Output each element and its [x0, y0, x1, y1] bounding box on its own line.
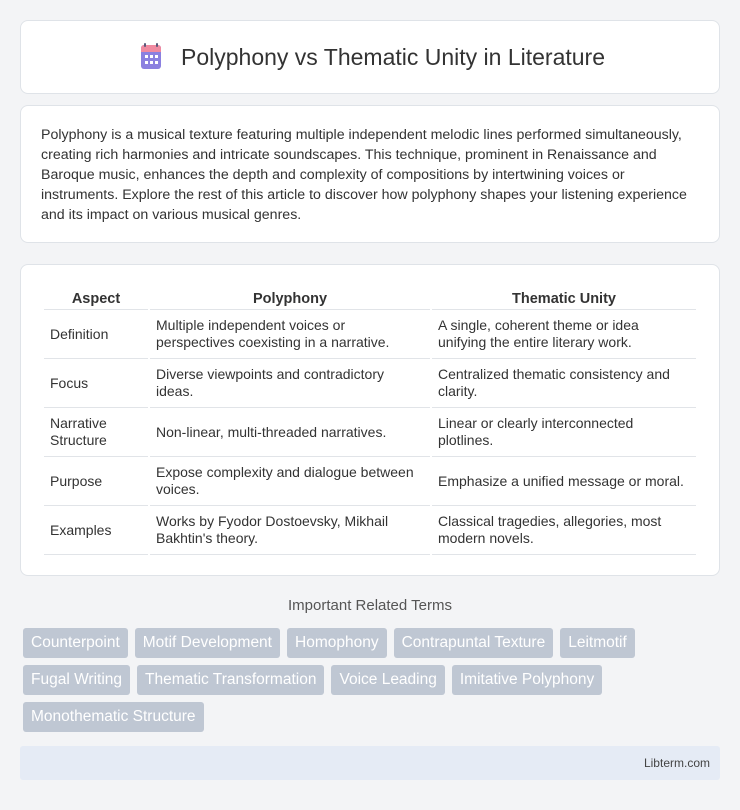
- polyphony-cell: Non-linear, multi-threaded narratives.: [150, 408, 430, 457]
- book-icon: [135, 41, 167, 73]
- related-term-tag[interactable]: Motif Development: [135, 628, 280, 658]
- table-row: [44, 408, 696, 457]
- table-header-row: [44, 285, 696, 310]
- related-term-tag[interactable]: Counterpoint: [23, 628, 128, 658]
- related-term-tag[interactable]: Leitmotif: [560, 628, 635, 658]
- table-row: [44, 457, 696, 506]
- aspect-cell: Narrative Structure: [44, 408, 148, 457]
- table-row: [44, 359, 696, 408]
- aspect-cell: Examples: [44, 506, 148, 555]
- aspect-cell: Definition: [44, 310, 148, 359]
- thematic-unity-cell: Centralized thematic consistency and clarity.: [432, 359, 696, 408]
- polyphony-cell: Expose complexity and dialogue between voices.: [150, 457, 430, 506]
- related-term-tag[interactable]: Homophony: [287, 628, 387, 658]
- header-aspect: Aspect: [44, 285, 148, 310]
- footer: [20, 746, 720, 780]
- footer-site-link[interactable]: Libterm.com: [643, 756, 710, 770]
- header-thematic-unity: Thematic Unity: [432, 285, 696, 310]
- title-card: [20, 20, 720, 94]
- related-term-tag[interactable]: Monothematic Structure: [23, 702, 204, 732]
- thematic-unity-cell: A single, coherent theme or idea unifying the entire literary work.: [432, 310, 696, 359]
- related-term-tag[interactable]: Imitative Polyphony: [452, 665, 602, 695]
- table-row: [44, 506, 696, 555]
- intro-paragraph: Polyphony is a musical texture featuring multiple independent melodic lines performed simultaneously, creating rich harmonies and intricate soundscapes. This technique, prominent in Renaissance and Baroque music, enhances the depth and complexity of compositions by intertwining voices or instruments. Explore the rest of this article to discover how polyphony shapes your listening experience and its impact on various musical genres.: [41, 127, 687, 223]
- related-term-tag[interactable]: Fugal Writing: [23, 665, 130, 695]
- header-polyphony: Polyphony: [150, 285, 430, 310]
- thematic-unity-cell: Classical tragedies, allegories, most modern novels.: [432, 506, 696, 555]
- table-row: [44, 310, 696, 359]
- aspect-cell: Focus: [44, 359, 148, 408]
- polyphony-cell: Works by Fyodor Dostoevsky, Mikhail Bakhtin's theory.: [150, 506, 430, 555]
- polyphony-cell: Multiple independent voices or perspectives coexisting in a narrative.: [150, 310, 430, 359]
- comparison-table: [42, 285, 698, 555]
- thematic-unity-cell: Emphasize a unified message or moral.: [432, 457, 696, 506]
- polyphony-cell: Diverse viewpoints and contradictory ideas.: [150, 359, 430, 408]
- related-terms-list: [23, 628, 723, 732]
- related-term-tag[interactable]: Contrapuntal Texture: [394, 628, 554, 658]
- related-terms-title: Important Related Terms: [288, 597, 452, 614]
- comparison-table-card: [20, 264, 720, 576]
- thematic-unity-cell: Linear or clearly interconnected plotlines.: [432, 408, 696, 457]
- related-term-tag[interactable]: Voice Leading: [331, 665, 444, 695]
- related-term-tag[interactable]: Thematic Transformation: [137, 665, 324, 695]
- intro-card: [20, 105, 720, 243]
- aspect-cell: Purpose: [44, 457, 148, 506]
- page-title: Polyphony vs Thematic Unity in Literature: [181, 43, 605, 70]
